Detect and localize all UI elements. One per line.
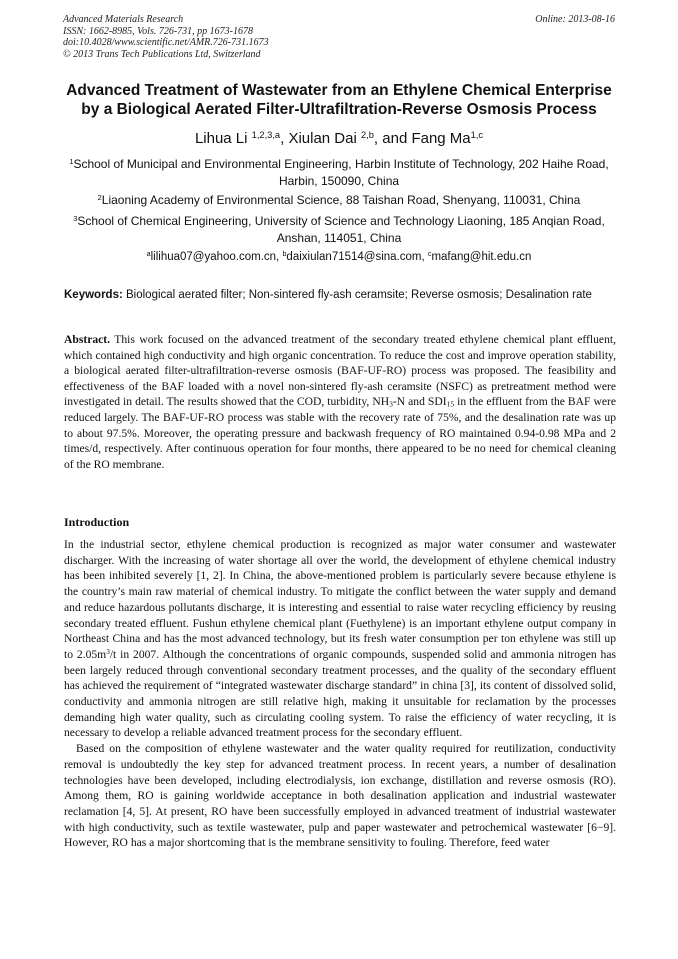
subscript: 3 (389, 399, 393, 409)
paragraph (64, 537, 616, 741)
author-affiliation-mark: 2,b (360, 129, 374, 140)
email-mark: a (146, 250, 151, 259)
affiliation-text: School of Municipal and Environmental Engineering, Harbin Institute of Technology, 202 Haihe Road, Harbin, 150090, China (73, 157, 609, 188)
affiliation-mark: 1 (69, 156, 74, 166)
email-mark: c (427, 250, 432, 259)
journal-issn: ISSN: 1662-8985, Vols. 726-731, pp 1673-1678 (63, 25, 253, 37)
title-line-1: Advanced Treatment of Wastewater from an Ethylene Chemical Enterprise (66, 82, 612, 99)
author-emails (40, 250, 638, 265)
keywords-label: Keywords: (64, 289, 123, 301)
abstract (64, 332, 616, 472)
author-name: Xiulan Dai (288, 130, 357, 147)
author-affiliation-mark: 1,2,3,a (251, 129, 281, 140)
affiliation-mark: 3 (73, 213, 78, 223)
abstract-text: -N and SDI (392, 395, 447, 409)
journal-copyright: © 2013 Trans Tech Publications Ltd, Switzerland (63, 48, 261, 60)
author-affiliation-mark: 1,c (470, 129, 484, 140)
affiliation-3 (66, 213, 612, 246)
author-name: Lihua Li (194, 130, 248, 147)
affiliation-mark: 2 (97, 192, 102, 202)
paper-title (40, 82, 638, 119)
title-line-2: by a Biological Aerated Filter-Ultrafiltration-Reverse Osmosis Process (81, 100, 597, 118)
email-address[interactable]: daixiulan71514@sina.com, (286, 251, 428, 263)
email-address[interactable]: mafang@hit.edu.cn (431, 251, 532, 263)
section-heading-introduction: Introduction (64, 515, 130, 529)
abstract-label: Abstract. (64, 333, 111, 346)
abstract-text: This work focused on the advanced treatment of the secondary treated ethylene chemical plant effluent, which contained high conductivity and high organic concentration. To reduce the cost and improve operation stability, a biological aerated filter-ultrafiltration-reverse osmosis (BAF-UF-RO) process was proposed. The feasibility and effectiveness of the BAF loaded with a novel non-sintered fly-ash ceramsite (NSFC) as pretreatment method were investigated in detail. The results showed that the COD, turbidity, NH (64, 333, 616, 409)
affiliation-2 (66, 192, 612, 209)
abstract-text: in the effluent from the BAF were reduced largely. The BAF-UF-RO process was stable with the recovery rate of 75%, and the desalination rate was up to about 97.5%. Moreover, the operating pressure and backwash frequency of RO maintained 0.94-0.98 MPa and 2 times/d, respectively. After continuous operation for four months, there appeared to be no need for chemical cleaning of the RO membrane. (64, 395, 617, 471)
journal-name: Advanced Materials Research (63, 14, 184, 25)
paragraph-text: /t in 2007. Although the concentrations of organic compounds, suspended solid and ammonia nitrogen has been largely reduced through conventional secondary treatment processes, and the quality of the secondary effluent has achieved the requirement of “integrated wastewater discharge standard” in china [3], its content of dissolved solid, conductivity and ammonia nitrogen are still relative high, making it unsuitable for reclamation by the processes demanding high water quality, such as circulating cooling system. To raise the efficiency of water recycling, it is necessary to develop a reliable advanced treatment process for the secondary effluent. (64, 647, 616, 740)
journal-header (63, 14, 615, 60)
author-separator: , (280, 130, 289, 147)
paragraph: Based on the composition of ethylene wastewater and the water quality required for reutilization, conductivity removal is undoubtedly the key step for advanced treatment process. In recent years, a number of desalination technologies have been developed, including electrodialysis, ion exchange, distillation and reverse osmosis (RO). Among them, RO is gaining worldwide acceptance in both desalination application and industrial wastewater reclamation [4, 5]. At present, RO have been successfully employed in advanced treatment of industrial wastewater with high conductivity, such as textile wastewater, pulp and paper wastewater and petrochemical wastewater [6−9]. However, RO has a major shortcoming that is the membrane sensitivity to fouling. Therefore, feed water (64, 742, 616, 850)
affiliation-text: School of Chemical Engineering, University of Science and Technology Liaoning, 185 Anqian Road, Anshan, 114051, China (77, 214, 605, 245)
superscript: 3 (106, 647, 110, 656)
email-mark: b (282, 250, 287, 259)
author-separator: , and (373, 130, 412, 147)
email-address[interactable]: lilihua07@yahoo.com.cn, (150, 251, 283, 263)
journal-doi: doi:10.4028/www.scientific.net/AMR.726-731.1673 (63, 37, 269, 48)
subscript: 15 (446, 399, 455, 409)
affiliation-1 (66, 156, 612, 189)
online-date: Online: 2013-08-16 (535, 14, 615, 25)
introduction-body (64, 537, 616, 851)
paragraph-text: In the industrial sector, ethylene chemical production is recognized as major water consumer and wastewater discharger. With the increasing of water shortage all over the world, the development of ethylene chemical industry has been inhibited severely [1, 2]. In China, the above-mentioned problem is particularly severe because ethylene is the country’s main raw material of chemical industry. To mitigate the conflict between the water supply and demand and reduce hazardous pollutants discharge, it is interesting and essential to raise water recycling efficiency by reusing secondary treated effluent. Fushun ethylene chemical plant (Fuethylene) is an important ethylene output company in Northeast China and has the most advanced technology, but its fresh water consumption per ton ethylene was still up to 2.05m (64, 538, 616, 661)
keywords (64, 287, 616, 303)
author-list (40, 130, 638, 148)
keywords-text: Biological aerated filter; Non-sintered fly-ash ceramsite; Reverse osmosis; Desalination rate (122, 289, 592, 301)
affiliation-text: Liaoning Academy of Environmental Science, 88 Taishan Road, Shenyang, 110031, China (101, 193, 581, 207)
author-name: Fang Ma (411, 130, 471, 147)
